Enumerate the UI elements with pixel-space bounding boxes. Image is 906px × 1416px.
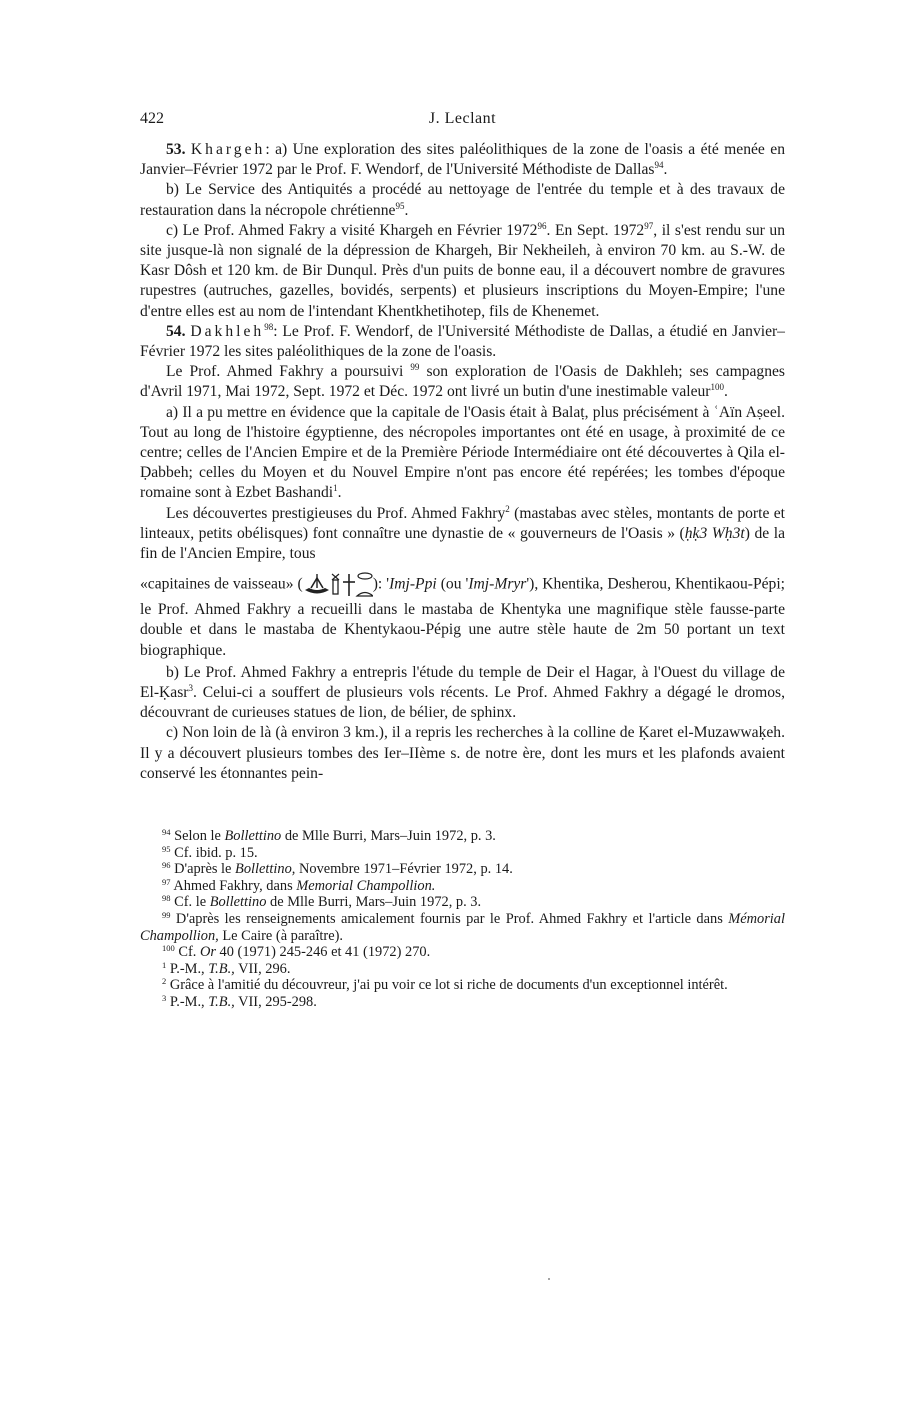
paragraph-54d	[140, 504, 785, 565]
page-header	[140, 110, 785, 140]
text-span: c) Non loin de là (à environ 3 km.), il a repris les recherches à la colline de Ḳaret el-Muzawwaḳeh. Il y a découvert plusieurs tombes des Ier–IIème s. de notre ère, dont les murs et les plafonds avaient conservé les étonnantes pein-	[140, 724, 785, 782]
footnote	[140, 894, 785, 911]
footnote	[140, 861, 785, 878]
speck	[548, 1278, 550, 1280]
paragraph-54g	[140, 723, 785, 784]
footnote-number: 97	[162, 876, 171, 887]
footnote-ref[interactable]: 99	[410, 362, 420, 373]
paragraph-54e	[140, 570, 785, 661]
body-text	[140, 140, 785, 784]
italic-span: T.B.,	[208, 960, 235, 977]
text-span: VII, 296.	[234, 960, 291, 977]
italic-span: Bollettino,	[235, 861, 296, 878]
transliteration: Imj-Ppi	[389, 575, 437, 593]
italic-span: Bollettino	[209, 894, 267, 911]
footnote-number: 1	[162, 959, 167, 970]
page	[140, 110, 785, 1011]
text-span: Selon le	[174, 828, 225, 845]
text-span: de Mlle Burri, Mars–Juin 1972, p. 3.	[266, 894, 482, 911]
footnote-ref[interactable]: 100	[710, 382, 725, 393]
paragraph-53a: 53. Khargeh: a) Une exploration des sites paléolithiques de la zone de l'oasis a été menée en Janvier–Février 1972 par le Prof. F. Wendorf, de l'Université Méthodiste de Dallas$^{94}$.	[140, 141, 785, 179]
footnote-ref[interactable]: 3	[188, 683, 193, 694]
paragraph-53b: b) Le Service des Antiquités a procédé au nettoyage de l'entrée du temple et à des travaux de restauration dans la nécropole chrétienne$^{95}$.	[140, 181, 785, 219]
footnote-ref[interactable]: 94	[654, 160, 664, 171]
footnote	[140, 845, 785, 862]
paragraph-53c	[140, 221, 785, 322]
text-span: Le Prof. Ahmed Fakhry a poursuivi	[166, 363, 404, 381]
footnotes	[140, 828, 785, 1011]
text-span: b) Le Prof. Ahmed Fakhry a entrepris l'étude du temple de Deir el Hagar, à l'Ouest du village de El-Ḳasr	[140, 663, 785, 702]
text-span: . Celui-ci a souffert de plusieurs vols récents. Le Prof. Ahmed Fakhry a dégagé le dromos, découvrant de curieuses statues de lion, de bélier, de sphinx.	[140, 684, 785, 722]
footnote-number: 2	[162, 976, 167, 987]
italic-span: Bollettino	[224, 828, 282, 845]
text-span: : a) Une exploration des sites paléolithiques de la zone de l'oasis a été menée en Janvier–Février 1972 par le Prof. F. Wendorf, de l'Université Méthodiste de Dallas	[140, 141, 785, 179]
text-span: 40 (1971) 245-246 et 41 (1972) 270.	[215, 944, 431, 961]
footnote	[140, 977, 785, 994]
text-span: a) Il a pu mettre en évidence que la capitale de l'Oasis était à Balaṭ, plus précisément à ʿAïn Aṣeel. Tout au long de l'histoire égyptienne, des nécropoles importantes ont été en usage, à proximité de ce centre; celles de l'Ancien Empire et de la Première Période Intermédiaire ont été découvertes à Qila el-Ḍabbeh; celles du Moyen et du Nouvel Empire n'ont pas encore été repérées; les tombes d'époque romaine sont à Ezbet Bashandi	[140, 403, 785, 502]
footnote-number: 3	[162, 993, 167, 1004]
text-span: Les découvertes prestigieuses du Prof. Ahmed Fakhry	[166, 504, 506, 522]
footnote-ref[interactable]: 97	[644, 220, 654, 231]
transliteration: Imj-Mryr	[468, 575, 527, 593]
footnote-ref[interactable]: 1	[333, 483, 338, 494]
text-span: (ou '	[436, 575, 469, 593]
paragraph-54a	[140, 322, 785, 362]
section-number: 54.	[166, 322, 186, 340]
text-span: Cf.	[178, 944, 200, 961]
text-span: D'après le	[174, 861, 236, 878]
transliteration: ḥḳ3 Wḥ3t	[684, 524, 745, 542]
boat-and-signs-glyph-icon	[303, 570, 373, 600]
italic-span: T.B.,	[208, 994, 235, 1011]
paragraph-54f	[140, 663, 785, 724]
text-span: «capitaines de vaisseau» (	[140, 575, 303, 593]
text-span: de Mlle Burri, Mars–Juin 1972, p. 3.	[281, 828, 496, 845]
page-number: 422	[140, 110, 164, 127]
footnote	[140, 994, 785, 1011]
footnote	[140, 911, 785, 944]
footnote	[140, 944, 785, 961]
section-number: 53.	[166, 141, 186, 158]
text-span: ) de la fin de l'Ancien Empire, tous	[140, 524, 785, 563]
text-span: VII, 295-298.	[234, 994, 317, 1011]
running-head: J. Leclant	[428, 110, 497, 127]
footnote-number: 98	[162, 893, 171, 904]
footnote-number: 99	[162, 910, 171, 921]
italic-span: Memorial Champollion.	[296, 877, 436, 894]
text-span: son exploration de l'Oasis de Dakhleh; ses campagnes d'Avril 1971, Mai 1972, Sept. 1972 et Déc. 1972 ont livré un butin d'une inestimable valeur	[140, 363, 785, 401]
text-span: : Le Prof. F. Wendorf, de l'Université Méthodiste de Dallas, a étudié en Janvier–Février 1972 les sites paléolithiques de la zone de l'oasis.	[140, 322, 785, 361]
text-span: P.-M.,	[169, 994, 209, 1011]
text-span: Ahmed Fakhry, dans	[173, 877, 297, 894]
footnote-ref[interactable]: 96	[537, 220, 547, 231]
footnote-number: 100	[162, 943, 175, 954]
text-span: (mastabas avec stèles, montants de porte et linteaux, petits obélisques) font connaître une dynastie de « gouverneurs de l'Oasis » (	[140, 504, 785, 542]
footnote-number: 95	[162, 843, 171, 854]
text-span: Cf. ibid. p. 15.	[174, 844, 258, 861]
footnote	[140, 961, 785, 978]
text-span: Novembre 1971–Février 1972, p. 14.	[295, 861, 513, 878]
footnote-number: 94	[162, 827, 171, 838]
paragraph-54b: Le Prof. Ahmed Fakhry a poursuivi $^{99}$ son exploration de l'Oasis de Dakhleh; ses campagnes d'Avril 1971, Mai 1972, Sept. 1972 et Déc. 1972 ont livré un butin d'une inestimable valeur$^{100}$.	[140, 362, 785, 401]
text-span: . En Sept. 1972	[546, 221, 645, 239]
footnote-ref[interactable]: 95	[395, 200, 405, 211]
footnote	[140, 878, 785, 895]
footnote	[140, 828, 785, 845]
paragraph-54c: a) Il a pu mettre en évidence que la capitale de l'Oasis était à Balaṭ, plus précisément à ʿAïn Aṣeel. Tout au long de l'histoire égyptienne, des nécropoles importantes ont été en usage, à proximité de ce centre; celles de l'Ancien Empire et de la Première Période Intermédiaire ont été découvertes à Qila el-Ḍabbeh; celles du Moyen et du Nouvel Empire n'ont pas encore été repérées; les tombes d'époque romaine sont à Ezbet Bashandi$^1$.	[140, 403, 785, 502]
text-span: Grâce à l'amitié du découvreur, j'ai pu voir ce lot si riche de documents d'un exceptionnel intérêt.	[169, 977, 728, 994]
text-span: Cf. le	[174, 894, 210, 911]
place-name: Dakhleh	[190, 322, 265, 340]
text-span: ): '	[372, 575, 390, 593]
text-span: D'après les renseignements amicalement fournis par le Prof. Ahmed Fakhry et l'article dans	[175, 911, 729, 928]
text-span: , il s'est rendu sur un site jusque-là non signalé de la dépression de Khargeh, Bir Nekheileh, à environ 70 km. au S.-W. de Kasr Dôsh et 120 km. de Bir Dunqul. Près d'un puits de bonne eau, il a découvert nombre de gravures rupestres (autruches, gazelles, bovidés, serpents) et plusieurs inscriptions du Moyen-Empire; l'une d'entre elles est au nom de l'intendant Khentkhetihotep, fils de Khenemet.	[140, 221, 785, 320]
text-span: b) Le Service des Antiquités a procédé au nettoyage de l'entrée du temple et à des travaux de restauration dans la nécropole chrétienne	[140, 181, 785, 219]
place-name: Khargeh	[190, 141, 266, 158]
footnote-ref[interactable]: 98	[264, 321, 274, 332]
text-span: c) Le Prof. Ahmed Fakry a visité Khargeh en Février 1972	[166, 221, 538, 239]
italic-span: Mémorial Champollion,	[140, 911, 785, 944]
text-span: '), Khentika, Desherou, Khentikaou-Pépi; le Prof. Ahmed Fakhry a recueilli dans le mastaba de Khentyka une magnifique stèle fausse-parte double et dans le mastaba de Khentykaou-Pépig une autre stèle haute de 2m 50 portant un text biographique.	[140, 575, 786, 659]
italic-span: Or	[199, 944, 216, 961]
text-span: P.-M.,	[169, 960, 209, 977]
footnote-number: 96	[162, 860, 171, 871]
text-span: Le Caire (à paraître).	[218, 927, 344, 944]
footnote-ref[interactable]: 2	[505, 503, 510, 514]
